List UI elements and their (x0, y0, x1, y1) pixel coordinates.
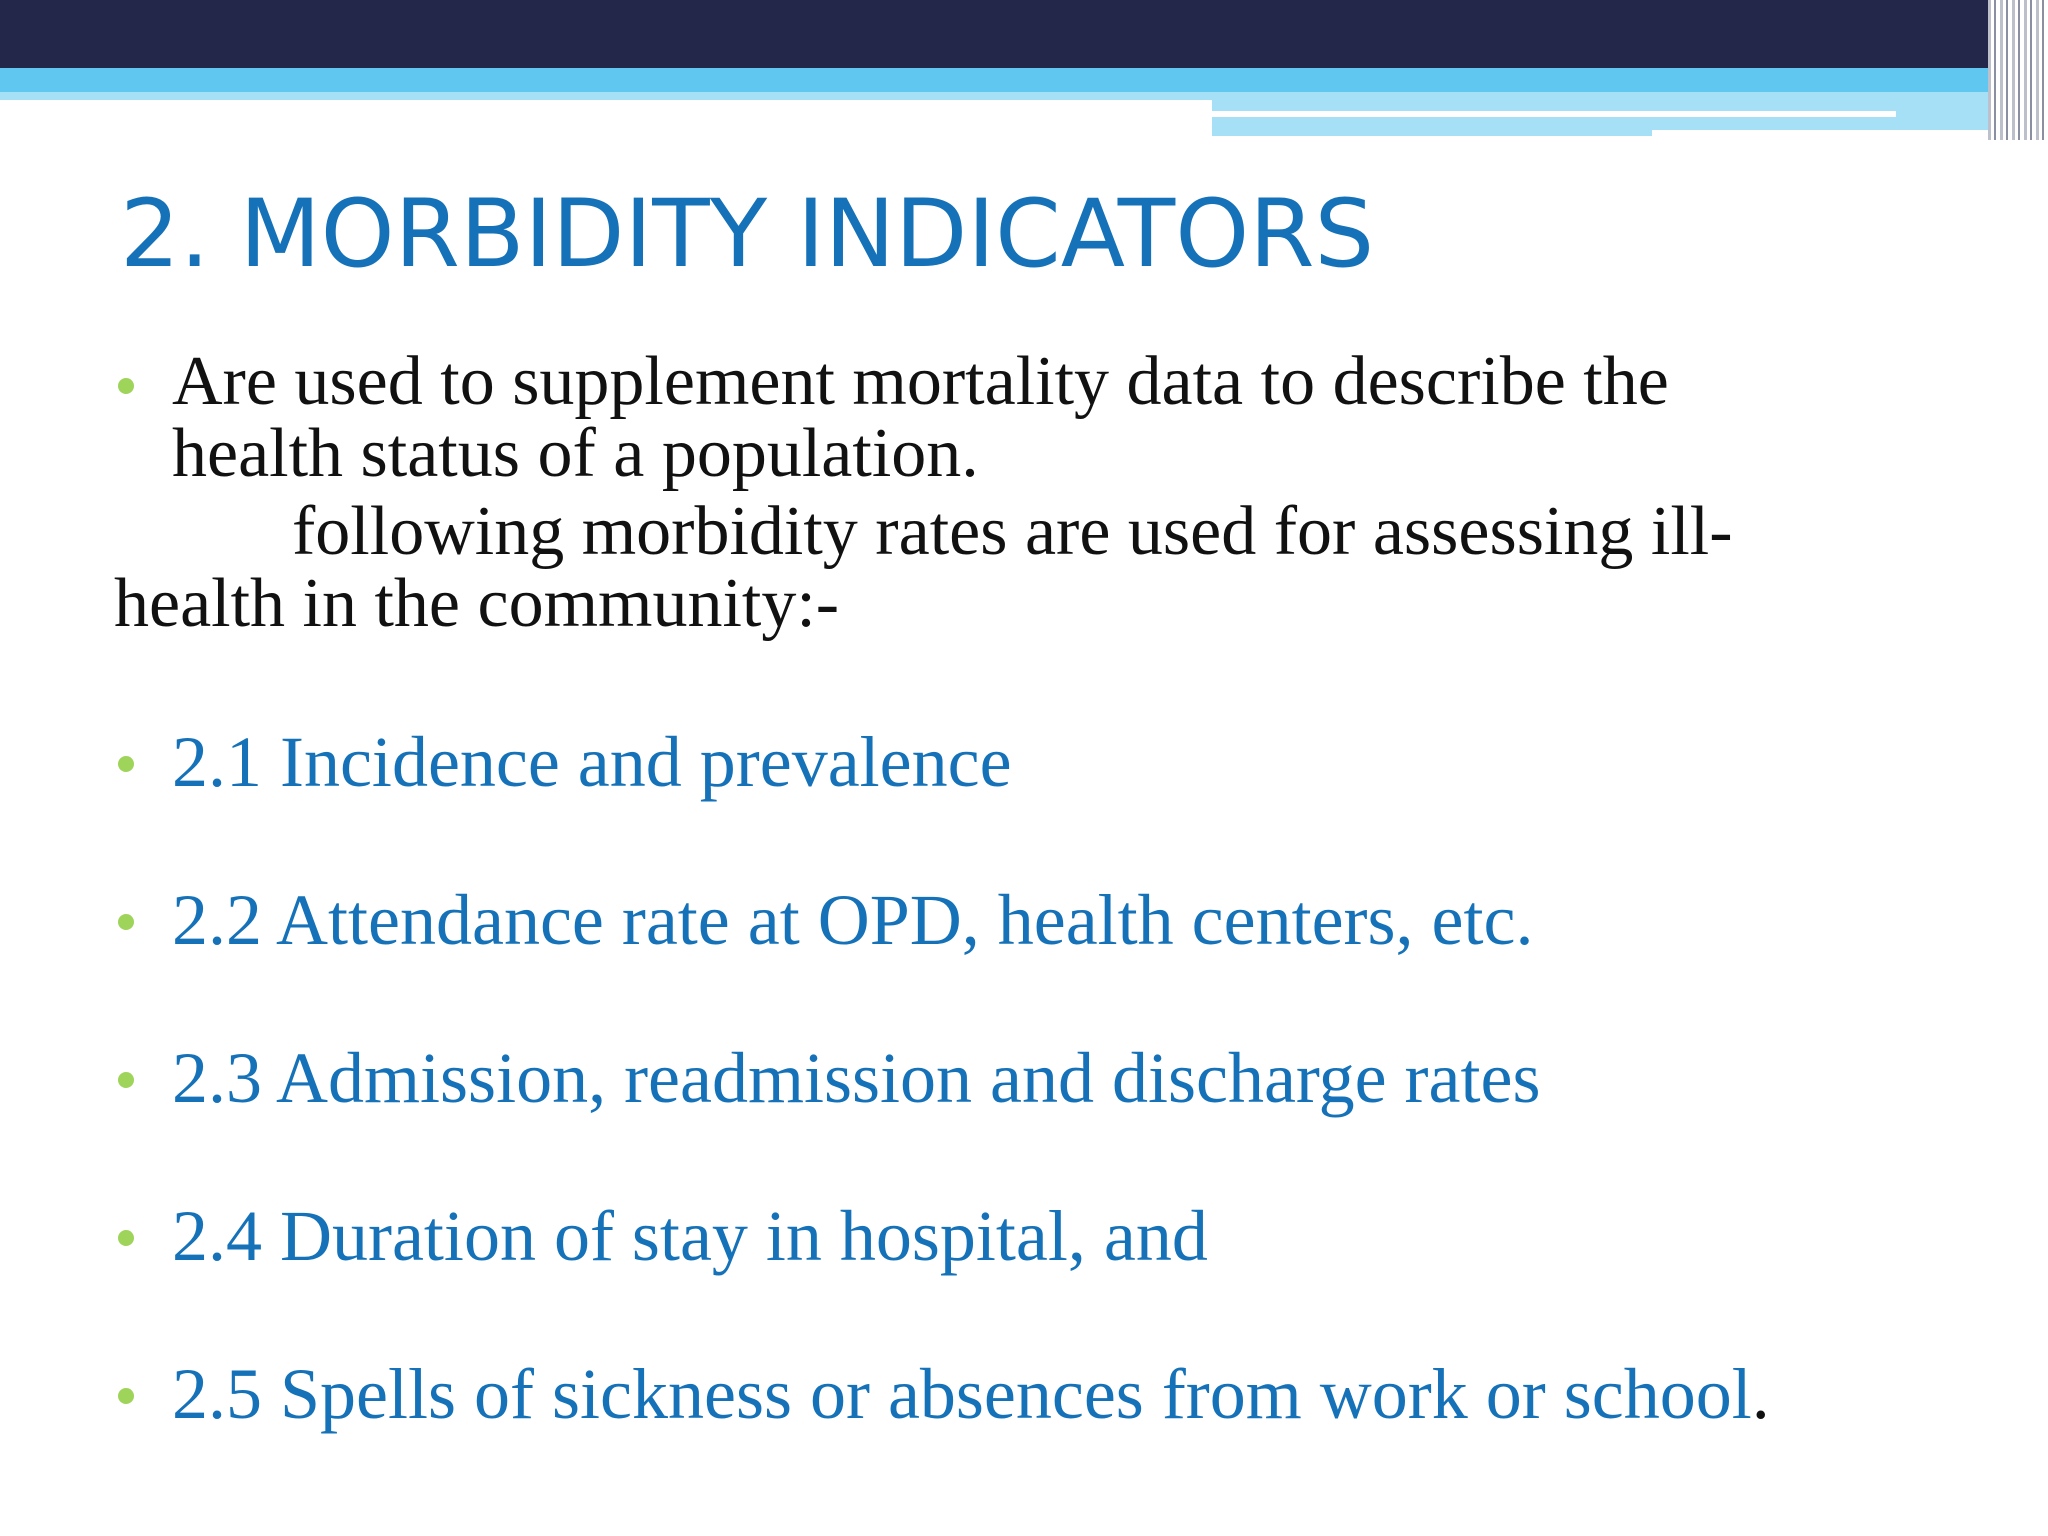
header-band-navy (0, 0, 2048, 68)
list-item: 2.3 Admission, readmission and discharge rates (172, 1038, 1541, 1118)
intro-line: Are used to supplement mortality data to describe the (172, 343, 1669, 420)
bullet-icon (118, 1388, 134, 1404)
bullet-icon (118, 1230, 134, 1246)
list-item: 2.1 Incidence and prevalence (172, 722, 1012, 802)
list-item-period: . (1751, 1354, 1770, 1434)
intro-line: following morbidity rates are used for assessing ill- (292, 493, 1733, 570)
intro-line: health status of a population. (172, 415, 979, 492)
list-item (172, 1354, 1770, 1434)
header-stripes (1988, 0, 2048, 140)
header-band-line (1212, 111, 1896, 117)
list-item: 2.2 Attendance rate at OPD, health centers, etc. (172, 880, 1534, 960)
header-band-light-left (0, 92, 1212, 100)
intro-line: health in the community:- (114, 565, 840, 642)
slide-title: 2. MORBIDITY INDICATORS (120, 180, 1375, 289)
list-item: 2.4 Duration of stay in hospital, and (172, 1196, 1208, 1276)
list-item-text: 2.5 Spells of sickness or absences from work or school (172, 1354, 1752, 1434)
header-band-blue (0, 68, 2048, 92)
bullet-icon (118, 914, 134, 930)
bullet-icon (118, 378, 134, 394)
bullet-icon (118, 756, 134, 772)
bullet-icon (118, 1072, 134, 1088)
